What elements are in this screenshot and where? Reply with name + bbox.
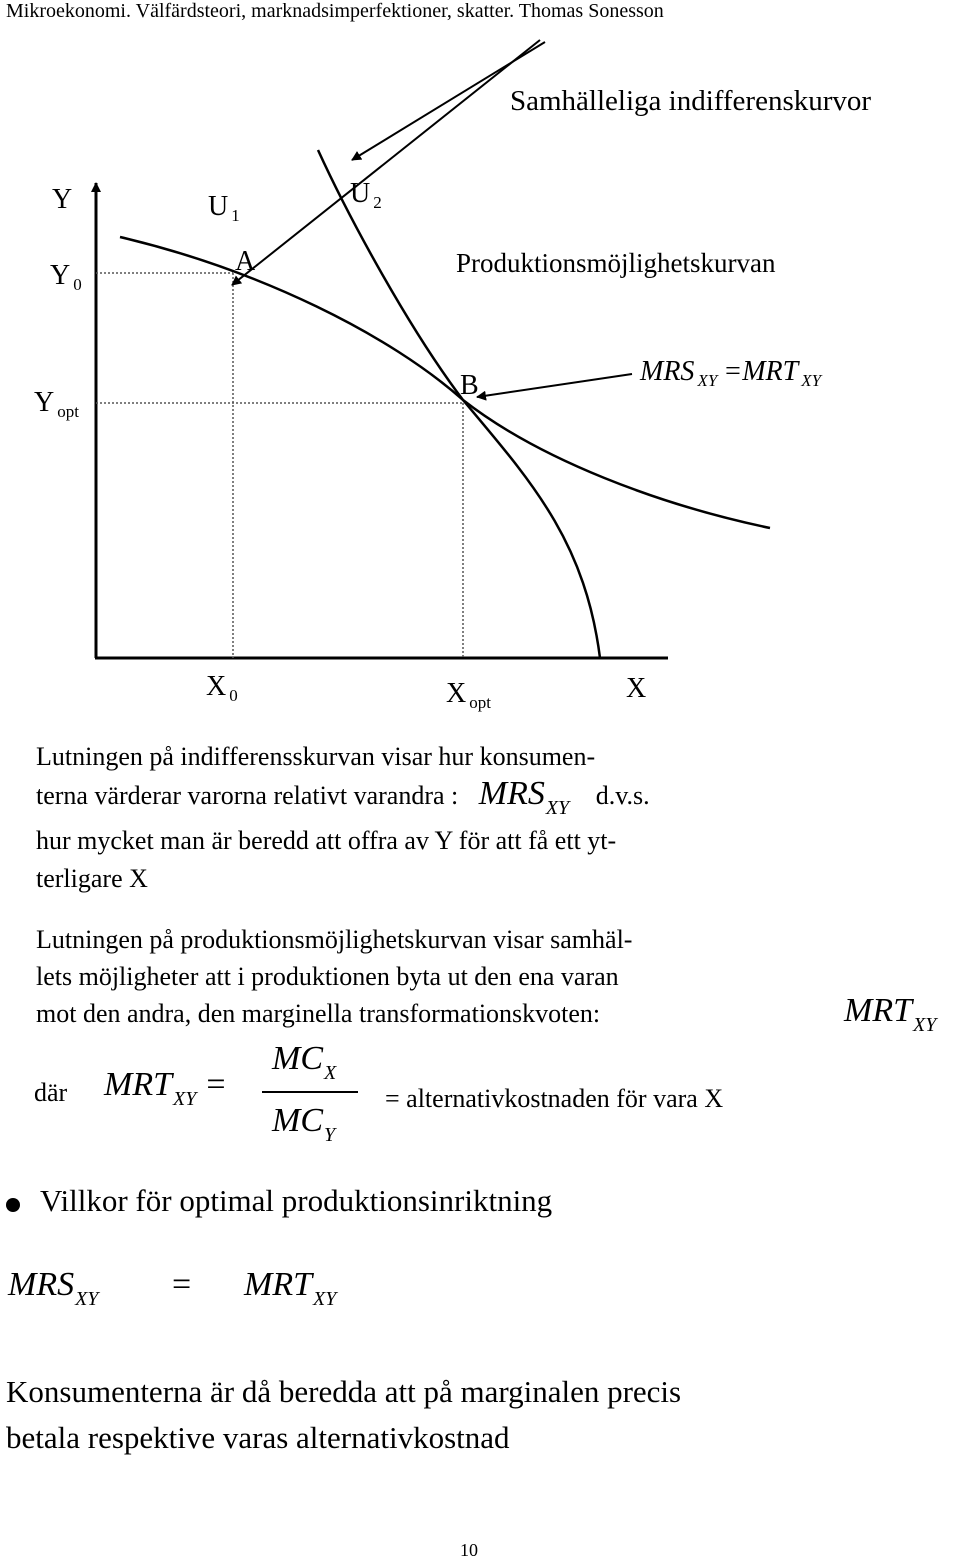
conclusion-line2: betala respektive varas alternativkostnad — [6, 1420, 510, 1455]
conclusion-line1: Konsumenterna är då beredda att på marginalen precis — [6, 1374, 682, 1409]
formula-denominator: MCY — [272, 1102, 336, 1146]
formula-lhs: MRTXY = — [104, 1066, 226, 1110]
para2-line1: Lutningen på produktionsmöjlighetskurvan visar samhäl- — [36, 925, 633, 954]
label-u2: U $_2$ — [350, 178, 382, 212]
label-x0: X $_0$ — [206, 671, 238, 705]
optimum-condition: MRS $_{XY}$ =MRT $_{XY}$ — [640, 356, 822, 390]
condition-mrs: MRSXY — [8, 1266, 99, 1310]
x-axis-label: X — [626, 673, 647, 704]
running-header: Mikroekonomi. Välfärdsteori, marknadsimperfektioner, skatter. Thomas Sonesson — [6, 0, 664, 22]
formula-numerator: MCX — [272, 1040, 337, 1084]
y-axis-label: Y — [52, 184, 73, 215]
page-number: 10 — [460, 1540, 478, 1560]
dar-label: där — [34, 1078, 68, 1107]
formula-description: = alternativkostnaden för vara X — [385, 1084, 724, 1113]
para1-line1: Lutningen på indifferensskurvan visar hur konsumen- — [36, 742, 596, 771]
production-possibility-curve — [318, 150, 600, 658]
para1-line4: terligare X — [36, 864, 148, 893]
label-yopt: Y $_{opt}$ — [34, 387, 79, 421]
label-xopt: X $_{opt}$ — [446, 678, 491, 712]
para1-line2: terna värderar varorna relativt varandra : $MRS_{XY}$ d.v.s. — [36, 775, 650, 819]
fraction-bar — [262, 1091, 358, 1093]
label-u1: U $_1$ — [208, 191, 240, 225]
ppf-label: Produktionsmöjlighetskurvan — [456, 248, 776, 278]
mrt-symbol: MRTXY — [844, 992, 937, 1036]
para2-line2: lets möjligheter att i produktionen byta ut den ena varan — [36, 962, 619, 991]
label-y0: Y $_0$ — [50, 260, 82, 294]
point-a-label: A — [235, 246, 256, 277]
point-b-label: B — [460, 370, 479, 401]
condition-mrt: MRTXY — [244, 1266, 337, 1310]
para2-line3: mot den andra, den marginella transformationskvoten: — [36, 999, 601, 1028]
bullet-icon — [6, 1198, 20, 1212]
bullet-text: Villkor för optimal produktionsinriktning — [40, 1183, 553, 1218]
diagram-title: Samhälleliga indifferenskurvor — [510, 85, 872, 117]
condition-arrow — [477, 374, 632, 397]
para1-line3: hur mycket man är beredd att offra av Y för att få ett yt- — [36, 826, 617, 855]
condition-equals: = — [172, 1266, 192, 1303]
